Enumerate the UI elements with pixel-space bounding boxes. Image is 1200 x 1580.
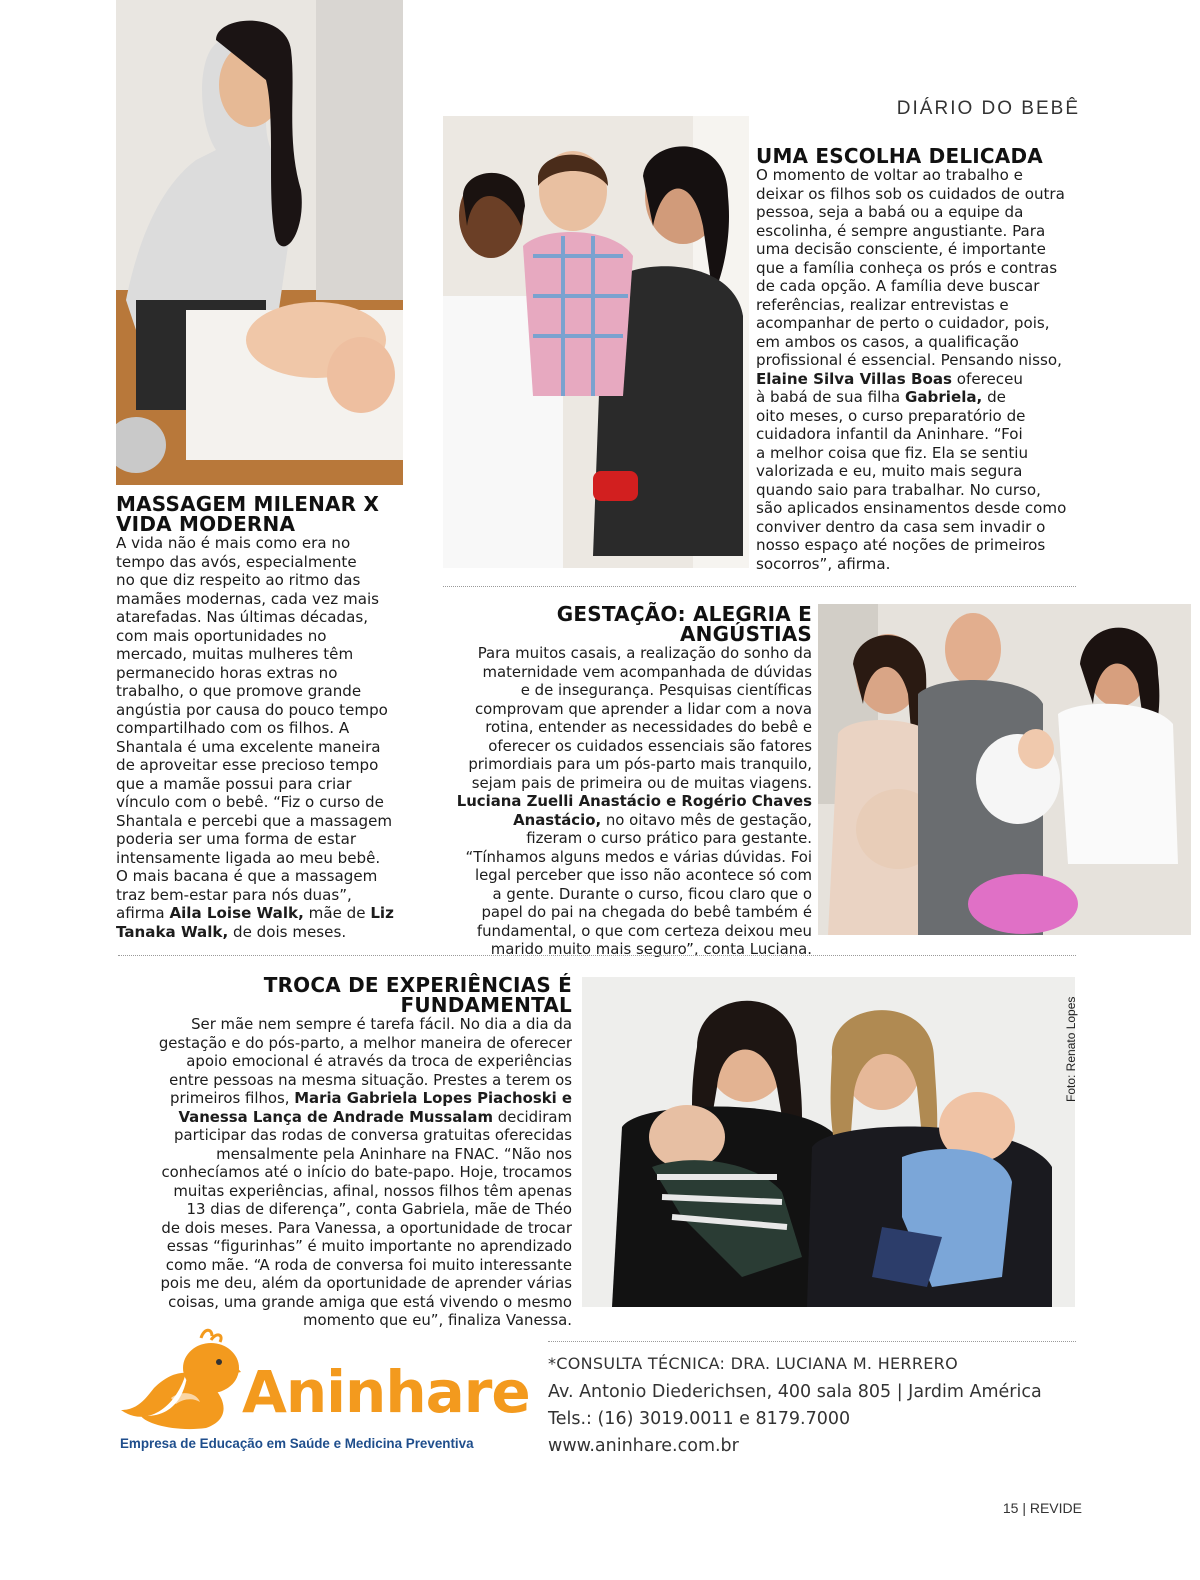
text-line: e de insegurança. Pesquisas científicas	[520, 681, 812, 699]
text-fragment: de	[982, 388, 1006, 406]
troca-body	[110, 1015, 572, 1330]
text-line: 13 dias de diferença”, conta Gabriela, mãe de Théo	[186, 1200, 572, 1218]
text-fragment: de dois meses.	[228, 922, 347, 941]
text-line	[116, 904, 416, 923]
text-line: são aplicados ensinamentos desde como	[756, 499, 1067, 517]
text-line: cuidadora infantil da Aninhare. “Foi	[756, 425, 1023, 443]
person-name: Liz	[370, 904, 394, 922]
text-line: a gente. Durante o curso, ficou claro que o	[492, 884, 812, 903]
divider	[548, 1341, 1076, 1342]
text-line: nosso espaço até noções de primeiros	[756, 536, 1046, 554]
text-line: rotina, entender as necessidades do bebê e	[485, 718, 812, 736]
text-line: uma decisão consciente, é importante	[756, 240, 1046, 258]
photo-two-mothers-illustration	[582, 977, 1075, 1307]
text-fragment: no oitavo mês de gestação,	[601, 810, 812, 829]
person-name: Anastácio,	[513, 810, 602, 829]
text-fragment: decidiram	[492, 1107, 572, 1126]
consult-line: *CONSULTA TÉCNICA: DRA. LUCIANA M. HERRERO	[548, 1354, 958, 1373]
person-name: Vanessa Lança de Andrade Mussalam	[178, 1107, 493, 1126]
photo-massage	[116, 0, 403, 485]
text-line: Shantala e percebi que a massagem	[116, 811, 393, 830]
text-line	[116, 923, 416, 942]
photo-two-mothers	[582, 977, 1075, 1307]
phone-line: Tels.: (16) 3019.0011 e 8179.7000	[548, 1409, 851, 1429]
text-line: deixar os filhos sob os cuidados de outra	[756, 184, 1065, 203]
text-line: que a família conheça os prós e contras	[756, 258, 1058, 277]
text-line: Ser mãe nem sempre é tarefa fácil. No dia a dia da	[191, 1015, 572, 1033]
gestacao-title: GESTAÇÃO: ALEGRIA E ANGÚSTIAS	[556, 602, 812, 646]
divider	[443, 586, 1076, 587]
text-line: comprovam que aprender a lidar com a nova	[474, 699, 812, 718]
photo-credit: Foto: Renato Lopes	[1064, 996, 1078, 1102]
text-line: gestação e do pós-parto, a melhor maneira de oferecer	[158, 1033, 572, 1052]
text-line: oferecer os cuidados essenciais são fatores	[488, 736, 812, 755]
text-fragment: primeiros filhos,	[170, 1089, 295, 1107]
text-line: conviver dentro da casa sem invadir o	[756, 517, 1046, 536]
massagem-title-line1: MASSAGEM MILENAR X	[116, 492, 380, 516]
text-line: O mais bacana é que a massagem	[116, 867, 378, 885]
photo-massage-illustration	[116, 0, 403, 485]
text-line: fizeram o curso prático para gestante.	[526, 829, 812, 847]
text-line: intensamente ligada ao meu bebê.	[116, 848, 381, 867]
brand-logo	[116, 1328, 536, 1458]
text-line: “Tínhamos alguns medos e várias dúvidas. Foi	[465, 847, 812, 866]
text-line: no que diz respeito ao ritmo das	[116, 571, 361, 589]
text-line: A vida não é mais como era no	[116, 534, 351, 552]
text-line: quando saio para trabalhar. No curso,	[756, 480, 1041, 499]
text-line: Para muitos casais, a realização do sonho da	[477, 644, 812, 662]
text-line: oito meses, o curso preparatório de	[756, 406, 1026, 425]
text-line: coisas, uma grande amiga que está vivendo o mesmo	[168, 1292, 572, 1311]
text-line: essas “figurinhas” é muito importante no aprendizado	[166, 1237, 572, 1255]
text-line: como mãe. “A roda de conversa foi muito interessante	[165, 1255, 572, 1274]
text-line: conhecíamos até o início do bate-papo. Hoje, trocamos	[161, 1163, 572, 1181]
text-line: com mais oportunidades no	[116, 626, 327, 645]
text-line: muitas experiências, afinal, nossos filhos têm apenas	[173, 1181, 572, 1200]
troca-title: TROCA DE EXPERIÊNCIAS É FUNDAMENTAL	[263, 973, 572, 1017]
website-link[interactable]: www.aninhare.com.br	[548, 1436, 739, 1456]
section-title: DIÁRIO DO BEBÊ	[896, 98, 1080, 119]
person-name: Gabriela,	[904, 388, 983, 406]
text-line: papel do pai na chegada do bebê também é	[481, 903, 812, 921]
photo-couple-illustration	[818, 604, 1191, 935]
text-line	[110, 1089, 572, 1108]
text-line: sejam pais de primeira ou de muitas viagens.	[471, 773, 812, 792]
text-line: acompanhar de perto o cuidador, pois,	[756, 314, 1050, 332]
text-line	[432, 792, 812, 811]
text-line: mensalmente pela Aninhare na FNAC. “Não nos	[216, 1144, 572, 1163]
text-line: entre pessoas na mesma situação. Prestes a terem os	[169, 1070, 572, 1089]
text-line: socorros”, afirma.	[756, 554, 891, 573]
text-line: compartilhado com os filhos. A	[116, 719, 350, 737]
text-line: momento que eu”, finaliza Vanessa.	[303, 1311, 572, 1329]
bird-icon	[116, 1328, 241, 1432]
text-line: mamães modernas, cada vez mais	[116, 589, 379, 608]
text-line: angústia por causa do pouco tempo	[116, 700, 388, 719]
address-line: Av. Antonio Diederichsen, 400 sala 805 | Jardim América	[548, 1382, 1042, 1402]
person-name: Maria Gabriela Lopes Piachoski e	[294, 1089, 572, 1107]
text-line	[756, 370, 1086, 389]
text-line: valorizada e eu, muito mais segura	[756, 462, 1023, 480]
massagem-title-line2: VIDA MODERNA	[116, 512, 296, 536]
text-fragment: ofereceu	[951, 369, 1023, 388]
text-line: vínculo com o bebê. “Fiz o curso de	[116, 793, 384, 811]
text-line: tempo das avós, especialmente	[116, 552, 357, 571]
text-line: profissional é essencial. Pensando nisso,	[756, 351, 1062, 369]
photo-babysitter	[443, 116, 749, 568]
photo-couple	[818, 604, 1191, 935]
text-line: maternidade vem acompanhada de dúvidas	[482, 662, 812, 681]
text-line: que a mamãe possui para criar	[116, 774, 352, 793]
text-line: referências, realizar entrevistas e	[756, 295, 1009, 314]
text-fragment: mãe de	[303, 904, 371, 922]
text-line: participar das rodas de conversa gratuitas oferecidas	[174, 1126, 572, 1144]
text-line: pois me deu, além da oportunidade de aprender várias	[160, 1274, 572, 1292]
text-line: mercado, muitas mulheres têm	[116, 645, 354, 663]
text-line	[756, 388, 1086, 407]
text-line: pessoa, seja a babá ou a equipe da	[756, 203, 1024, 221]
massagem-title	[116, 494, 416, 534]
text-line: atarefadas. Nas últimas décadas,	[116, 608, 369, 626]
page-footer: 15 | REVIDE	[1002, 1500, 1082, 1516]
text-line: poderia ser uma forma de estar	[116, 830, 357, 848]
text-line: Shantala é uma excelente maneira	[116, 737, 381, 756]
text-fragment: à babá de sua filha	[756, 388, 905, 406]
massagem-body	[116, 534, 416, 941]
text-line	[432, 811, 812, 830]
text-line: legal perceber que isso não acontece só com	[474, 866, 812, 884]
escolha-title: UMA ESCOLHA DELICADA	[756, 144, 1043, 168]
text-line: em ambos os casos, a qualificação	[756, 332, 1019, 351]
person-name: Aila Loise Walk,	[169, 904, 304, 922]
person-name: Tanaka Walk,	[116, 922, 229, 941]
text-line: O momento de voltar ao trabalho e	[756, 166, 1023, 184]
text-line: marido muito mais seguro”, conta Luciana.	[490, 940, 812, 958]
text-line: primordiais para um pós-parto mais tranquilo,	[468, 755, 812, 773]
text-line: de cada opção. A família deve buscar	[756, 277, 1040, 295]
divider	[118, 955, 1076, 956]
brand-tagline: Empresa de Educação em Saúde e Medicina Preventiva	[120, 1436, 474, 1451]
text-line	[110, 1108, 572, 1127]
text-fragment: afirma	[116, 904, 170, 922]
text-line: fundamental, o que com certeza deixou meu	[476, 921, 812, 940]
photo-babysitter-illustration	[443, 116, 749, 568]
brand-name: Aninhare	[242, 1358, 530, 1426]
text-line: escolinha, é sempre angustiante. Para	[756, 221, 1046, 240]
gestacao-body	[432, 644, 812, 959]
text-line: de dois meses. Para Vanessa, a oportunidade de trocar	[161, 1218, 572, 1237]
text-line: apoio emocional é através da troca de experiências	[186, 1052, 572, 1070]
person-name: Luciana Zuelli Anastácio e Rogério Chaves	[456, 792, 812, 810]
escolha-body	[756, 166, 1086, 573]
text-line: traz bem-estar para nós duas”,	[116, 885, 352, 904]
text-line: de aproveitar esse precioso tempo	[116, 756, 379, 774]
text-line: trabalho, o que promove grande	[116, 682, 362, 700]
person-name: Elaine Silva Villas Boas	[756, 369, 952, 388]
text-line: a melhor coisa que fiz. Ela se sentiu	[756, 443, 1029, 462]
text-line: permanecido horas extras no	[116, 663, 338, 682]
